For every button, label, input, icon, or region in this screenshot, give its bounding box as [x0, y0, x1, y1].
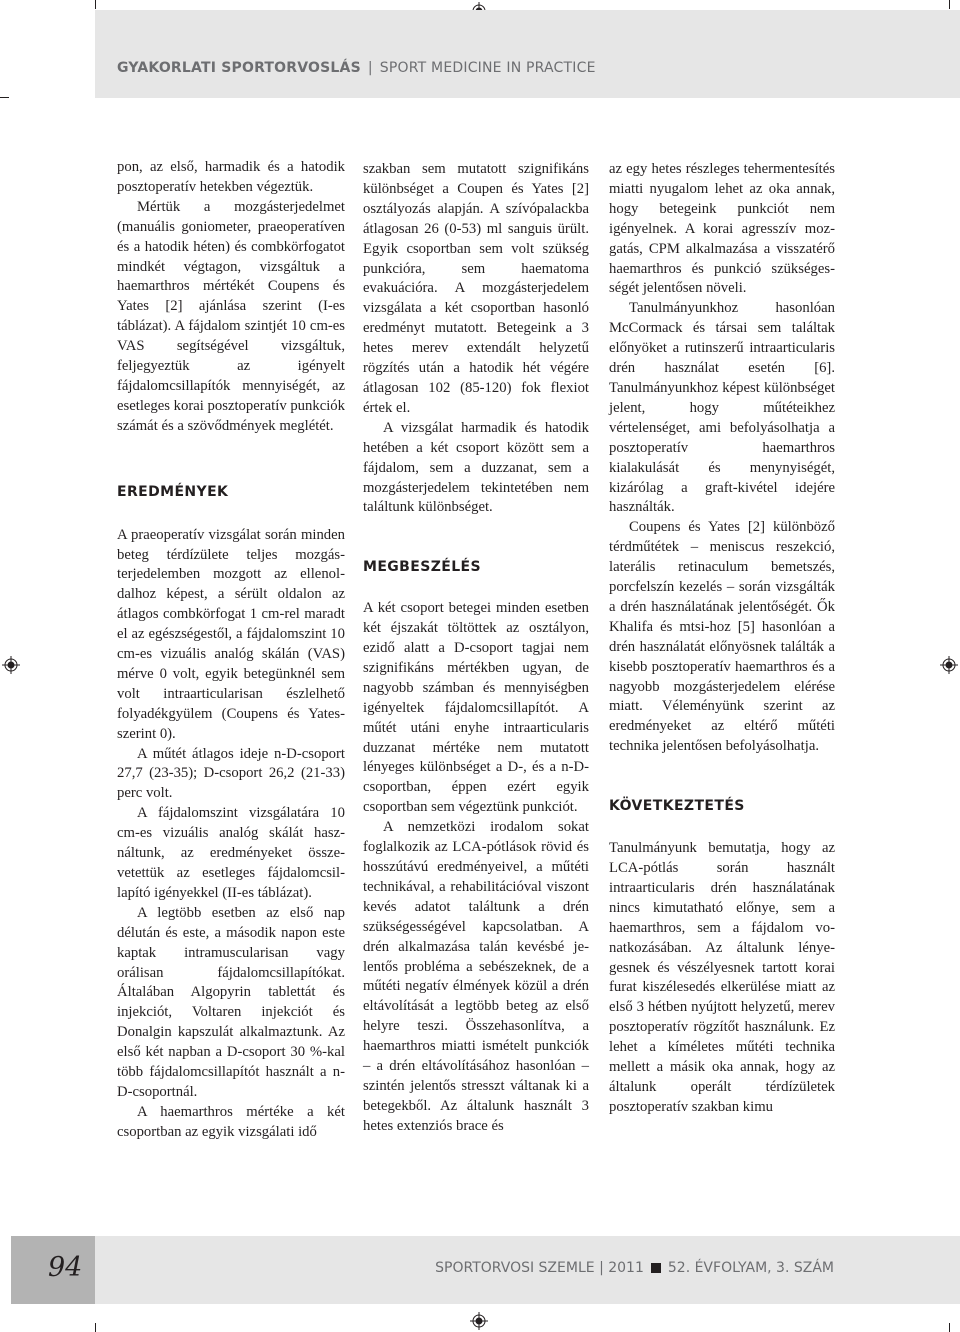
crop-mark	[0, 97, 9, 98]
header-separator: |	[367, 60, 373, 76]
section-heading-results: EREDMÉNYEK	[117, 483, 229, 500]
column-3	[609, 160, 835, 1118]
paragraph: A legtöbb esetben az első nap délután és este, a második napon este kaptak intramuscularisan vagy orálisan fájdalomcsillapítókat. Általában Algopyrin tablettát és injekciót, Voltaren injekciót és Donalgin kapszulát alkalmaztunk. Az első két napban a D-csoport 30 %-kal több fájdalomcsillapítót használt a n-D-csoportnál.	[117, 904, 345, 1100]
section-subtitle: SPORT MEDICINE IN PRACTICE	[379, 60, 596, 76]
crop-mark	[95, 0, 96, 9]
section-title: GYAKORLATI SPORTORVOSLÁS	[117, 60, 361, 76]
running-header	[117, 60, 596, 76]
paragraph: A praeoperatív vizsgálat során minden beteg térdízülete teljes mozgásterjedelemben mozgott az ellenoldalhoz képest, a sérült oldalon az átlagos combkörfogat 1 cm-rel maradt el az egészségestől, a fájdalomszint 10 cm-es vizuális analóg skálán (VAS) mérve 0 volt, egyik betegünknél sem volt intraarticularisan észlelhető folyadékgyülem (Coupens és Yates-szerint 0).	[117, 526, 345, 742]
paragraph: A műtét átlagos ideje n-D-csoport 27,7 (23-35); D-csoport 26,2 (21-33) perc volt.	[117, 745, 345, 802]
section-heading-discussion: MEGBESZÉLÉS	[363, 559, 481, 576]
column-1	[117, 158, 345, 1143]
section-heading-conclusion: KÖVETKEZTETÉS	[609, 798, 745, 815]
crop-mark	[949, 1323, 950, 1332]
journal-name: SPORTORVOSI SZEMLE	[435, 1260, 595, 1276]
publication-year: 2011	[608, 1260, 644, 1276]
crop-mark	[949, 0, 950, 9]
registration-mark-icon	[2, 656, 20, 674]
paragraph: Coupens és Yates [2] különböző térdműtétek – meniscus reszekció, laterális retinaculum bemetszés, porcfelszín kezelés – során vizsgálták a drén használatának jelentőségét. Ők Khalifa és mtsi-hoz [5] hasonlóan a drén használatát előnyösnek találták a kisebb posztoperatív haemarthros és a nagyobb mozgásterjedelem elérése miatt. Véleményünk szerint az eredményeket az eltérő műtéti technika jelentősen befolyásolhatja.	[609, 519, 835, 755]
paragraph: Tanulmányunk bemutatja, hogy az LCA-pótlás során használt intraarticularis drén használatának nincs kimutatható előnye, sem a haemarthros, sem a fájdalom vonatkozásában. Az általunk lényegesnek és vészélyesnek tartott korai furat kiszélesedés elkerülése miatt az első 3 hétben nyújtott helyzetű, merev posztoperatív rögzítőt használunk. Ez lehet a kíméletes műtéti technika mellett a másik oka annak, hogy az általunk operált térdízületek posztoperatív szakban kimu	[609, 840, 835, 1115]
column-2	[363, 160, 589, 1137]
header-band	[95, 10, 960, 98]
paragraph: A haemarthros mértéke a két csoportban az egyik vizsgálati idő	[117, 1103, 345, 1140]
running-footer	[435, 1260, 834, 1276]
paragraph: A fájdalomszint vizsgálatára 10 cm-es vizuális analóg skálát használtunk, az eredményeket összevetettük az esetleges fájdalomcsillapító igényekkel (II-es táblázat).	[117, 805, 345, 901]
paragraph: A vizsgálat harmadik és hatodik hetében a két csoport között sem a fájdalom, sem a duzzanat, sem a mozgásterjedelem tekintetében nem találtunk különbséget.	[363, 419, 589, 516]
square-bullet-icon	[651, 1263, 661, 1273]
page-number: 94	[48, 1252, 83, 1283]
volume-issue: 52. ÉVFOLYAM, 3. SZÁM	[667, 1260, 834, 1276]
registration-mark-icon	[470, 1312, 488, 1330]
paragraph: A két csoport betegei minden esetben két éjszakát töltöttek az osztályon, ezidő alatt a D-csoport tagjai nem szignifikáns mértékben ugyan, de nagyobb számban és mennyiségben igényeltek fájdalomcsillapítót. A műtét utáni enyhe intraarticularis duzzanat mértéke nem mutatott lényeges különbséget a D-, és a n-D-csoportban, éppen ezért egyik csoportban sem végeztünk punkciót.	[363, 600, 589, 816]
paragraph: A nemzetközi irodalom sokat foglalkozik az LCA-pótlások rövid és hosszútávú eredményeivel, a műtéti technikával, a rehabilitációval viszont kevés adatot találtunk a drén szükségességével kapcsolatban. A drén alkalmazása talán kevésbé jelentős probléma a sebészeknek, de a műtéti negatív élmények közül a drén eltávolítását a legtöbb beteg az első helyre teszi. Összehasonlítva, a haemarthros miatti ismételt punkciók – a drén eltávolításához hasonlóan – szintén jelentős stresszt váltanak ki a betegekből. Az általunk használt 3 hetes extenziós brace és	[363, 819, 589, 1134]
paragraph: szakban sem mutatott szignifikáns különbséget a Coupen és Yates [2] osztályozás alapján. A szívópalackba átlagosan 26 (0-53) ml sanguis ürült. Egyik csoportban sem volt szükség punkcióra, sem haematoma evakuációra. A mozgásterjedelem vizsgálata a két csoportban hasonló eredményt mutatott. Betegeink a 3 hetes merev extendált helyzetű rögzítés után a hatodik hét végére átlagosan 102 (85-120) fok flexiot értek el.	[363, 161, 589, 416]
registration-mark-icon	[940, 656, 958, 674]
paragraph: pon, az első, harmadik és a hatodik posztoperatív hetekben végeztük.	[117, 159, 345, 195]
paragraph: az egy hetes részleges tehermentesítés miatti nyugalom lehet az oka annak, hogy betegeink punkciót nem igényelnek. A korai agresszív mozgatás, CPM alkalmazása a visszatérő haemarthros és punkció szükségességét jelentősen növeli.	[609, 161, 835, 297]
footer-separator: |	[599, 1260, 604, 1276]
paragraph: Tanulmányunkhoz hasonlóan McCormack és társai sem találtak előnyöket a rutinszerű intraarticularis drén használat esetén [6]. Tanulmányunkhoz képest különbséget jelent, hogy műtéteikhez vértelenséget, ami befolyásolhatja a posztoperatív haemarthros kialakulását és menynyiségét, kizárólag a graft-kivétel idejére használták.	[609, 300, 835, 516]
paragraph: Mértük a mozgásterjedelmet (manuális goniometer, praeoperatíven és a hatodik héten) és combkörfogatot mindkét végtagon, vizsgáltuk a haemarthros mértékét Coupens és Yates [2] ajánlása szerint (I-es táblázat). A fájdalom szintjét 10 cm-es VAS segítségével vizsgáltuk, feljegyeztük az igényelt fájdalomcsillapítók mennyiségét, az esetleges korai posztoperatív punkciók számát és a szövődmények meglétét.	[117, 198, 345, 434]
crop-mark	[95, 1323, 96, 1332]
